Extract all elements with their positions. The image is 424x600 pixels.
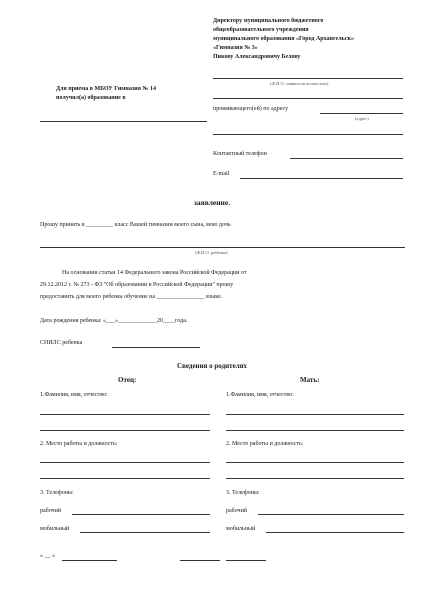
left-note-line-2: получил(а) образование в: [56, 95, 126, 101]
residence-label: проживающего(ей) по адресу: [213, 106, 289, 112]
parents-title: Сведения о родителях: [177, 362, 247, 370]
signature-line-2[interactable]: [226, 560, 266, 561]
address-hint: (адрес): [355, 116, 369, 121]
phone-label: Контактный телефон: [213, 151, 267, 157]
father-phone-work-line[interactable]: [72, 514, 210, 515]
header-line-2: общеобразовательного учреждения: [213, 27, 309, 33]
mother-phone-mobile-label: мобильный: [226, 526, 256, 532]
father-fio-line-2[interactable]: [40, 430, 210, 431]
snils-line[interactable]: [112, 347, 200, 348]
mother-phone-work-line[interactable]: [258, 514, 404, 515]
mother-phone-mobile-line[interactable]: [266, 532, 404, 533]
phone-line[interactable]: [290, 158, 403, 159]
father-header: Отец:: [118, 376, 137, 384]
father-phones-label: 3. Телефоны:: [40, 490, 74, 496]
signature-line-1[interactable]: [180, 560, 220, 561]
mother-work-line-1[interactable]: [226, 462, 404, 463]
father-phone-mobile-label: мобильный: [40, 526, 70, 532]
header-line-1: Директору муниципального бюджетного: [213, 18, 324, 24]
mother-fio-line-1[interactable]: [226, 414, 404, 415]
mother-phones-label: 3. Телефоны:: [226, 490, 260, 496]
header-line-5: Пикову Александровичу Белову: [213, 54, 301, 60]
left-note-line[interactable]: [40, 121, 207, 122]
applicant-fio-line-2[interactable]: [213, 98, 403, 99]
header-line-4: «Гимназия № 3»: [213, 45, 258, 51]
father-fio-label: 1.Фамилия, имя, отчество:: [40, 392, 108, 398]
email-line[interactable]: [240, 178, 403, 179]
address-line[interactable]: [320, 113, 403, 114]
mother-work-label: 2. Место работы и должность:: [226, 441, 304, 447]
father-phone-mobile-line[interactable]: [80, 532, 210, 533]
snils-label: СНИЛС ребенка: [40, 340, 83, 346]
mother-fio-line-2[interactable]: [226, 430, 404, 431]
father-fio-line-1[interactable]: [40, 414, 210, 415]
law-line-3: предоставить для моего ребенка обучение на ________________ языке.: [40, 294, 223, 300]
left-note-line-1: Для приема в МБОУ Гимназия № 14: [56, 86, 156, 92]
father-work-line-2[interactable]: [40, 478, 210, 479]
footer-date-line[interactable]: [62, 560, 117, 561]
mother-work-line-2[interactable]: [226, 478, 404, 479]
document-title: заявление.: [193, 198, 231, 207]
birth-date: Дата рождения ребенка: «___»_____________20____года.: [40, 318, 188, 324]
mother-header: Мать:: [300, 376, 320, 384]
email-label: E-mail: [213, 171, 230, 177]
footer-date: « __ »: [40, 553, 55, 559]
request-text: Прошу принять в _________ класс Вашей гимназии моего сына, мою дочь: [40, 222, 231, 228]
applicant-fio-line[interactable]: [213, 78, 403, 79]
address-line-2[interactable]: [213, 134, 403, 135]
father-work-label: 2. Место работы и должность:: [40, 441, 118, 447]
applicant-fio-hint: (Ф.И.О. заявителя полностью): [270, 81, 329, 86]
child-fio-hint: (Ф.И.О. ребенка): [195, 250, 228, 255]
child-fio-line[interactable]: [40, 247, 405, 248]
header-line-3: муниципального образования «Город Архангельск»: [213, 36, 354, 42]
law-line-2: 29.12.2012 г. № 273 - ФЗ "Об образовании в Российской Федерации" прошу: [40, 282, 234, 288]
father-work-line-1[interactable]: [40, 462, 210, 463]
mother-phone-work-label: рабочий: [226, 508, 247, 514]
father-phone-work-label: рабочий: [40, 508, 61, 514]
law-line-1: На основании статьи 14 Федерального закона Российской Федерации от: [62, 270, 247, 276]
mother-fio-label: 1.Фамилия, имя, отчество:: [226, 392, 294, 398]
